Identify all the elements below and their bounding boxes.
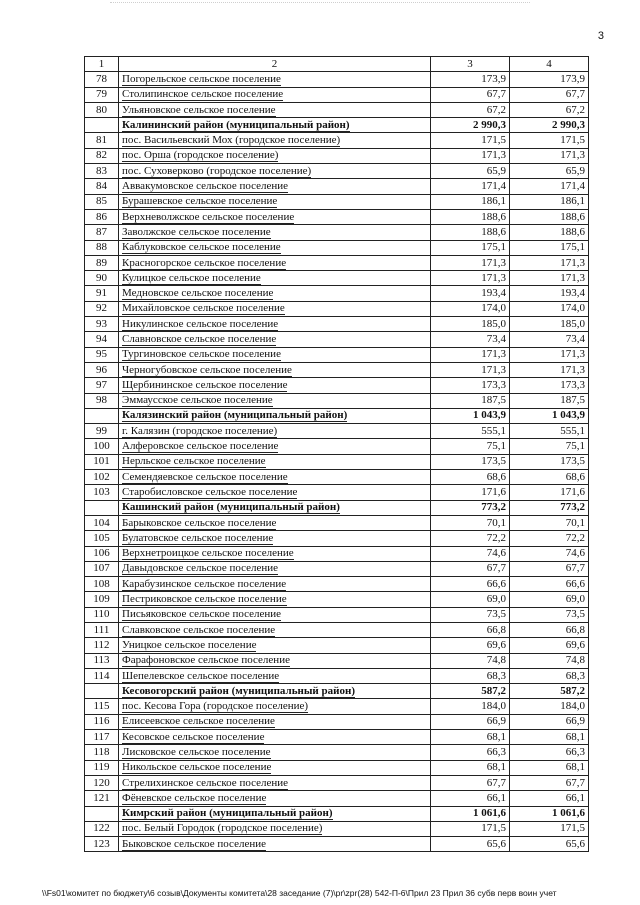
value-col-3: 72,2 bbox=[431, 531, 510, 546]
row-number: 99 bbox=[85, 424, 119, 439]
row-number: 109 bbox=[85, 592, 119, 607]
value-col-4: 171,3 bbox=[510, 255, 589, 270]
settlement-name: Уницкое сельское поселение bbox=[122, 638, 257, 651]
settlement-name: Черногубовское сельское поселение bbox=[122, 363, 292, 376]
row-number: 121 bbox=[85, 791, 119, 806]
row-number bbox=[85, 684, 119, 699]
value-col-4: 175,1 bbox=[510, 240, 589, 255]
value-col-4: 171,3 bbox=[510, 271, 589, 286]
row-number: 97 bbox=[85, 378, 119, 393]
value-col-3: 186,1 bbox=[431, 194, 510, 209]
value-col-3: 171,3 bbox=[431, 148, 510, 163]
value-col-4: 66,8 bbox=[510, 622, 589, 637]
table-row bbox=[85, 837, 589, 852]
settlement-name: пос. Суховерково (городское поселение) bbox=[122, 164, 312, 177]
value-col-3: 68,3 bbox=[431, 668, 510, 683]
row-number: 107 bbox=[85, 561, 119, 576]
value-col-3: 188,6 bbox=[431, 209, 510, 224]
value-col-3: 173,5 bbox=[431, 454, 510, 469]
value-col-3: 73,4 bbox=[431, 332, 510, 347]
row-number: 108 bbox=[85, 577, 119, 592]
value-col-3: 68,6 bbox=[431, 470, 510, 485]
row-number bbox=[85, 118, 119, 133]
table-row bbox=[85, 531, 589, 546]
value-col-3: 65,9 bbox=[431, 164, 510, 179]
value-col-4: 171,5 bbox=[510, 821, 589, 836]
value-col-3: 67,7 bbox=[431, 775, 510, 790]
table-row bbox=[85, 638, 589, 653]
district-row bbox=[85, 684, 589, 699]
value-col-4: 67,2 bbox=[510, 102, 589, 117]
district-name: Калязинский район (муниципальный район) bbox=[122, 409, 348, 422]
settlement-name: Никольское сельское поселение bbox=[122, 761, 272, 774]
table-row bbox=[85, 347, 589, 362]
value-col-4: 773,2 bbox=[510, 500, 589, 515]
value-col-3: 68,1 bbox=[431, 730, 510, 745]
district-name: Кесовогорский район (муниципальный район) bbox=[122, 684, 355, 697]
value-col-3: 171,6 bbox=[431, 485, 510, 500]
table-row bbox=[85, 87, 589, 102]
row-number: 91 bbox=[85, 286, 119, 301]
header-col-3: 3 bbox=[431, 57, 510, 72]
settlement-name: Пестриковское сельское поселение bbox=[122, 593, 287, 606]
budget-table bbox=[84, 56, 589, 852]
row-number: 103 bbox=[85, 485, 119, 500]
settlement-name: Шепелевское сельское поселение bbox=[122, 669, 280, 682]
table-row bbox=[85, 362, 589, 377]
row-number: 98 bbox=[85, 393, 119, 408]
table-row bbox=[85, 393, 589, 408]
settlement-name: Бурашевское сельское поселение bbox=[122, 195, 278, 208]
table-row bbox=[85, 653, 589, 668]
value-col-4: 188,6 bbox=[510, 209, 589, 224]
settlement-name: пос. Белый Городок (городское поселение) bbox=[122, 822, 323, 835]
table-row bbox=[85, 72, 589, 87]
value-col-3: 70,1 bbox=[431, 515, 510, 530]
row-number: 113 bbox=[85, 653, 119, 668]
row-number: 122 bbox=[85, 821, 119, 836]
value-col-3: 74,8 bbox=[431, 653, 510, 668]
table-row bbox=[85, 439, 589, 454]
value-col-4: 74,8 bbox=[510, 653, 589, 668]
settlement-name: Михайловское сельское поселение bbox=[122, 302, 285, 315]
row-number: 82 bbox=[85, 148, 119, 163]
value-col-3: 66,3 bbox=[431, 745, 510, 760]
value-col-4: 70,1 bbox=[510, 515, 589, 530]
value-col-3: 1 061,6 bbox=[431, 806, 510, 821]
value-col-4: 1 061,6 bbox=[510, 806, 589, 821]
value-col-4: 75,1 bbox=[510, 439, 589, 454]
value-col-3: 171,5 bbox=[431, 133, 510, 148]
row-number: 83 bbox=[85, 164, 119, 179]
value-col-4: 184,0 bbox=[510, 699, 589, 714]
row-number: 112 bbox=[85, 638, 119, 653]
table-row bbox=[85, 561, 589, 576]
table-row bbox=[85, 668, 589, 683]
value-col-3: 174,0 bbox=[431, 301, 510, 316]
table-row bbox=[85, 317, 589, 332]
value-col-4: 171,3 bbox=[510, 148, 589, 163]
value-col-3: 66,8 bbox=[431, 622, 510, 637]
table-row bbox=[85, 194, 589, 209]
row-number: 84 bbox=[85, 179, 119, 194]
table-row bbox=[85, 301, 589, 316]
value-col-3: 67,7 bbox=[431, 561, 510, 576]
row-number: 87 bbox=[85, 225, 119, 240]
value-col-4: 73,4 bbox=[510, 332, 589, 347]
row-number: 110 bbox=[85, 607, 119, 622]
table-row bbox=[85, 332, 589, 347]
row-number: 104 bbox=[85, 515, 119, 530]
settlement-name: Тургиновское сельское поселение bbox=[122, 348, 281, 361]
value-col-4: 67,7 bbox=[510, 561, 589, 576]
district-row bbox=[85, 500, 589, 515]
value-col-3: 185,0 bbox=[431, 317, 510, 332]
value-col-4: 173,3 bbox=[510, 378, 589, 393]
settlement-name: Каблуковское сельское поселение bbox=[122, 241, 281, 254]
value-col-3: 2 990,3 bbox=[431, 118, 510, 133]
row-number: 92 bbox=[85, 301, 119, 316]
value-col-3: 173,3 bbox=[431, 378, 510, 393]
value-col-4: 171,4 bbox=[510, 179, 589, 194]
value-col-4: 69,6 bbox=[510, 638, 589, 653]
value-col-3: 66,1 bbox=[431, 791, 510, 806]
row-number: 118 bbox=[85, 745, 119, 760]
district-row bbox=[85, 806, 589, 821]
value-col-4: 66,9 bbox=[510, 714, 589, 729]
header-col-4: 4 bbox=[510, 57, 589, 72]
table-row bbox=[85, 179, 589, 194]
table-row bbox=[85, 378, 589, 393]
settlement-name: Карабузинское сельское поселение bbox=[122, 577, 287, 590]
settlement-name: г. Калязин (городское поселение) bbox=[122, 424, 278, 437]
settlement-name: Нерльское сельское поселение bbox=[122, 455, 266, 468]
row-number: 78 bbox=[85, 72, 119, 87]
row-number: 94 bbox=[85, 332, 119, 347]
value-col-4: 74,6 bbox=[510, 546, 589, 561]
table-row bbox=[85, 714, 589, 729]
settlement-name: Семендяевское сельское поселение bbox=[122, 470, 288, 483]
table-row bbox=[85, 791, 589, 806]
table-row bbox=[85, 164, 589, 179]
value-col-4: 68,3 bbox=[510, 668, 589, 683]
settlement-name: Давыдовское сельское поселение bbox=[122, 562, 279, 575]
table-row bbox=[85, 775, 589, 790]
page-number: 3 bbox=[597, 30, 604, 42]
value-col-4: 171,5 bbox=[510, 133, 589, 148]
row-number: 96 bbox=[85, 362, 119, 377]
value-col-3: 175,1 bbox=[431, 240, 510, 255]
value-col-4: 173,9 bbox=[510, 72, 589, 87]
table-row bbox=[85, 699, 589, 714]
value-col-3: 773,2 bbox=[431, 500, 510, 515]
value-col-3: 75,1 bbox=[431, 439, 510, 454]
row-number: 101 bbox=[85, 454, 119, 469]
value-col-3: 171,5 bbox=[431, 821, 510, 836]
table-row bbox=[85, 271, 589, 286]
row-number: 120 bbox=[85, 775, 119, 790]
value-col-3: 66,9 bbox=[431, 714, 510, 729]
value-col-3: 171,3 bbox=[431, 255, 510, 270]
row-number: 116 bbox=[85, 714, 119, 729]
table-row bbox=[85, 286, 589, 301]
district-name: Кимрский район (муниципальный район) bbox=[122, 807, 333, 820]
table-row bbox=[85, 592, 589, 607]
settlement-name: Булатовское сельское поселение bbox=[122, 531, 274, 544]
scan-artifact bbox=[110, 2, 530, 6]
table-row bbox=[85, 470, 589, 485]
table-row bbox=[85, 577, 589, 592]
settlement-name: Старобисловское сельское поселение bbox=[122, 485, 298, 498]
value-col-3: 67,2 bbox=[431, 102, 510, 117]
value-col-4: 171,6 bbox=[510, 485, 589, 500]
settlement-name: Быковское сельское поселение bbox=[122, 837, 266, 850]
settlement-name: Красногорское сельское поселение bbox=[122, 256, 287, 269]
value-col-4: 185,0 bbox=[510, 317, 589, 332]
table-row bbox=[85, 454, 589, 469]
value-col-3: 171,3 bbox=[431, 271, 510, 286]
table-row bbox=[85, 225, 589, 240]
district-name: Кашинский район (муниципальный район) bbox=[122, 501, 340, 514]
settlement-name: Фёневское сельское поселение bbox=[122, 791, 267, 804]
settlement-name: Алферовское сельское поселение bbox=[122, 440, 279, 453]
table-row bbox=[85, 821, 589, 836]
value-col-3: 73,5 bbox=[431, 607, 510, 622]
value-col-4: 73,5 bbox=[510, 607, 589, 622]
file-path-footer: \\Fs01\комитет по бюджету\6 созыв\Документы комитета\28 заседание (7)\pr\zpr(28) 542-П-6\Прил 23 Прил 36 субв перв воин учет bbox=[42, 888, 557, 898]
settlement-name: Лисковское сельское поселение bbox=[122, 746, 271, 758]
table-row bbox=[85, 622, 589, 637]
table-row bbox=[85, 209, 589, 224]
settlement-name: Кесовское сельское поселение bbox=[122, 730, 265, 743]
settlement-name: Погорельское сельское поселение bbox=[122, 72, 281, 85]
settlement-name: Аввакумовское сельское поселение bbox=[122, 180, 289, 193]
settlement-name: пос. Васильевский Мох (городское поселение) bbox=[122, 134, 341, 147]
settlement-name: Елисеевское сельское поселение bbox=[122, 715, 275, 728]
row-number: 95 bbox=[85, 347, 119, 362]
settlement-name: Никулинское сельское поселение bbox=[122, 317, 279, 330]
table-row bbox=[85, 546, 589, 561]
value-col-4: 69,0 bbox=[510, 592, 589, 607]
settlement-name: Верхневолжское сельское поселение bbox=[122, 210, 295, 223]
table-row bbox=[85, 102, 589, 117]
value-col-4: 193,4 bbox=[510, 286, 589, 301]
value-col-4: 66,1 bbox=[510, 791, 589, 806]
row-number: 88 bbox=[85, 240, 119, 255]
row-number: 119 bbox=[85, 760, 119, 775]
table-row bbox=[85, 255, 589, 270]
row-number: 80 bbox=[85, 102, 119, 117]
settlement-name: Фарафоновское сельское поселение bbox=[122, 654, 290, 667]
row-number: 123 bbox=[85, 837, 119, 852]
row-number bbox=[85, 806, 119, 821]
table-row bbox=[85, 607, 589, 622]
value-col-3: 1 043,9 bbox=[431, 408, 510, 423]
settlement-name: Ульяновское сельское поселение bbox=[122, 103, 276, 116]
value-col-3: 193,4 bbox=[431, 286, 510, 301]
row-number bbox=[85, 500, 119, 515]
value-col-3: 74,6 bbox=[431, 546, 510, 561]
value-col-3: 188,6 bbox=[431, 225, 510, 240]
value-col-3: 555,1 bbox=[431, 424, 510, 439]
value-col-4: 66,6 bbox=[510, 577, 589, 592]
row-number: 89 bbox=[85, 255, 119, 270]
settlement-name: Кулицкое сельское поселение bbox=[122, 271, 261, 284]
settlement-name: пос. Орша (городское поселение) bbox=[122, 149, 279, 162]
value-col-4: 187,5 bbox=[510, 393, 589, 408]
row-number: 90 bbox=[85, 271, 119, 286]
row-number: 105 bbox=[85, 531, 119, 546]
value-col-4: 171,3 bbox=[510, 347, 589, 362]
row-number: 117 bbox=[85, 730, 119, 745]
value-col-4: 66,3 bbox=[510, 745, 589, 760]
table-row bbox=[85, 515, 589, 530]
value-col-3: 587,2 bbox=[431, 684, 510, 699]
value-col-3: 171,4 bbox=[431, 179, 510, 194]
settlement-name: Славновское сельское поселение bbox=[122, 332, 277, 345]
row-number: 114 bbox=[85, 668, 119, 683]
table-header-row bbox=[85, 57, 589, 72]
settlement-name: Столипинское сельское поселение bbox=[122, 88, 284, 101]
row-number: 93 bbox=[85, 317, 119, 332]
table-row bbox=[85, 730, 589, 745]
settlement-name: Эммаусское сельское поселение bbox=[122, 394, 273, 407]
value-col-4: 68,6 bbox=[510, 470, 589, 485]
value-col-4: 68,1 bbox=[510, 760, 589, 775]
value-col-4: 65,6 bbox=[510, 837, 589, 852]
value-col-4: 1 043,9 bbox=[510, 408, 589, 423]
district-name: Калининский район (муниципальный район) bbox=[122, 118, 350, 131]
value-col-4: 171,3 bbox=[510, 362, 589, 377]
value-col-4: 72,2 bbox=[510, 531, 589, 546]
settlement-name: Заволжское сельское поселение bbox=[122, 225, 271, 238]
value-col-3: 69,0 bbox=[431, 592, 510, 607]
settlement-name: пос. Кесова Гора (городское поселение) bbox=[122, 700, 309, 713]
settlement-name: Письяковское сельское поселение bbox=[122, 608, 282, 621]
row-number: 85 bbox=[85, 194, 119, 209]
value-col-4: 67,7 bbox=[510, 775, 589, 790]
district-row bbox=[85, 408, 589, 423]
table-row bbox=[85, 148, 589, 163]
value-col-3: 173,9 bbox=[431, 72, 510, 87]
table-row bbox=[85, 424, 589, 439]
row-number: 111 bbox=[85, 622, 119, 637]
value-col-3: 171,3 bbox=[431, 362, 510, 377]
row-number: 102 bbox=[85, 470, 119, 485]
value-col-4: 587,2 bbox=[510, 684, 589, 699]
value-col-3: 66,6 bbox=[431, 577, 510, 592]
value-col-4: 555,1 bbox=[510, 424, 589, 439]
row-number: 81 bbox=[85, 133, 119, 148]
value-col-4: 2 990,3 bbox=[510, 118, 589, 133]
value-col-3: 65,6 bbox=[431, 837, 510, 852]
value-col-4: 68,1 bbox=[510, 730, 589, 745]
settlement-name: Барыковское сельское поселение bbox=[122, 516, 277, 529]
value-col-4: 186,1 bbox=[510, 194, 589, 209]
table-row bbox=[85, 745, 589, 760]
value-col-3: 67,7 bbox=[431, 87, 510, 102]
value-col-3: 69,6 bbox=[431, 638, 510, 653]
value-col-4: 174,0 bbox=[510, 301, 589, 316]
table-row bbox=[85, 485, 589, 500]
district-row bbox=[85, 118, 589, 133]
value-col-3: 68,1 bbox=[431, 760, 510, 775]
row-number: 86 bbox=[85, 209, 119, 224]
value-col-3: 187,5 bbox=[431, 393, 510, 408]
row-number: 115 bbox=[85, 699, 119, 714]
value-col-4: 173,5 bbox=[510, 454, 589, 469]
settlement-name: Стрелихинское сельское поселение bbox=[122, 776, 289, 789]
value-col-4: 188,6 bbox=[510, 225, 589, 240]
value-col-4: 65,9 bbox=[510, 164, 589, 179]
settlement-name: Медновское сельское поселение bbox=[122, 287, 274, 300]
table-row bbox=[85, 240, 589, 255]
row-number: 79 bbox=[85, 87, 119, 102]
header-col-2: 2 bbox=[119, 57, 431, 72]
value-col-3: 171,3 bbox=[431, 347, 510, 362]
settlement-name: Славковское сельское поселение bbox=[122, 623, 276, 636]
header-col-1: 1 bbox=[85, 57, 119, 72]
row-number: 100 bbox=[85, 439, 119, 454]
value-col-4: 67,7 bbox=[510, 87, 589, 102]
table-row bbox=[85, 760, 589, 775]
settlement-name: Щербининское сельское поселение bbox=[122, 378, 288, 391]
row-number bbox=[85, 408, 119, 423]
settlement-name: Верхнетроицкое сельское поселение bbox=[122, 547, 294, 560]
table-row bbox=[85, 133, 589, 148]
row-number: 106 bbox=[85, 546, 119, 561]
value-col-3: 184,0 bbox=[431, 699, 510, 714]
